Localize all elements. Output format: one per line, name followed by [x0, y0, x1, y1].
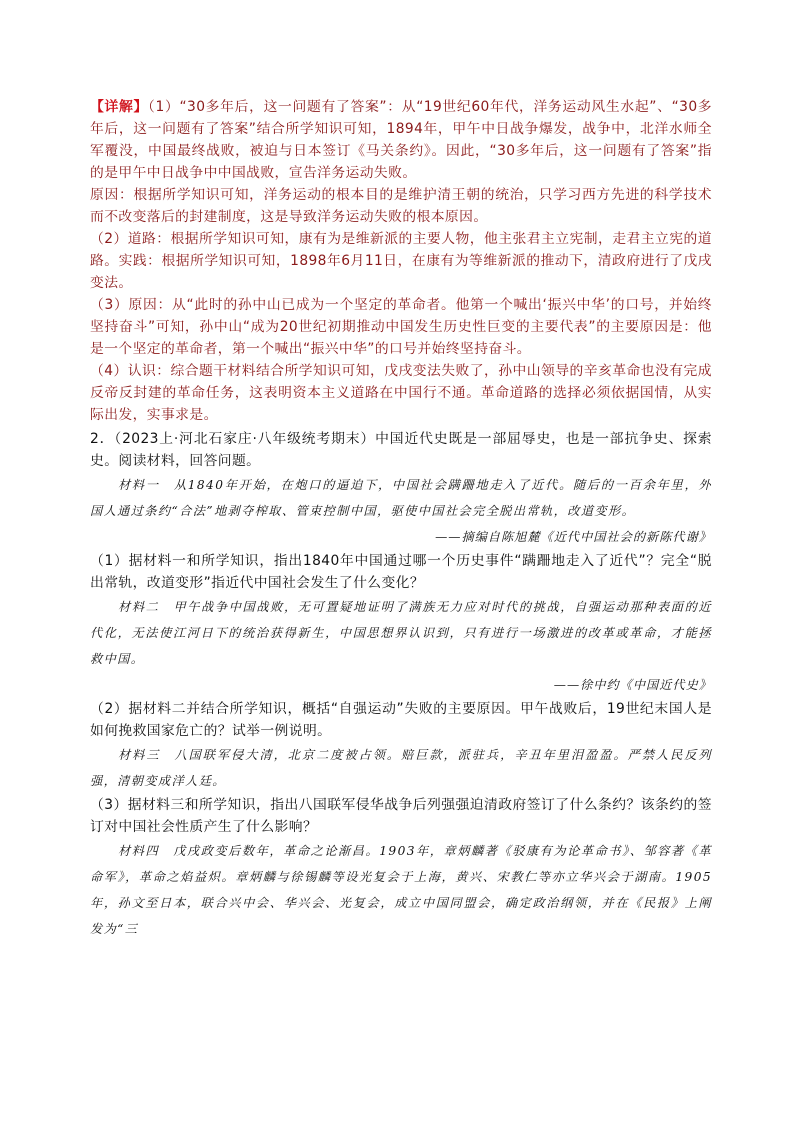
- material-4-text: 戊戌政变后数年，革命之论渐昌。1903年，章炳麟著《驳康有为论革命书》、邹容著《革命军》，革命之焰益炽。章炳麟与徐锡麟等设光复会于上海，黄兴、宋教仁等亦立华兴会于湖南。1905年，孙文至日本，联合兴中会、华兴会、光复会，成立中国同盟会，确定政治纲领，并在《民报》上阐发为“三: [90, 844, 712, 936]
- answer-paragraph-2: 原因：根据所学知识可知，洋务运动的根本目的是维护清王朝的统治，只学习西方先进的科学技术而不改变落后的封建制度，这是导致洋务运动失败的根本原因。: [90, 187, 712, 225]
- answer-paragraph-4: （3）原因：从“此时的孙中山已成为一个坚定的革命者。他第一个喊出‘振兴中华’的口号，并始终坚持奋斗”可知，孙中山“成为20世纪初期推动中国发生历史性巨变的主要代表”的主要原因是：他是一个坚定的革命者，第一个喊出“振兴中华”的口号并始终坚持奋斗。: [90, 297, 712, 357]
- material-1: [90, 472, 712, 524]
- material-1-label: 材料一: [118, 478, 160, 492]
- material-1-source: ——摘编自陈旭麓《近代中国社会的新陈代谢》: [435, 530, 712, 544]
- material-3-label: 材料三: [118, 748, 161, 762]
- material-2: [90, 594, 712, 672]
- material-2-label: 材料二: [118, 600, 160, 614]
- page-content: [90, 96, 712, 942]
- detail-tag: 【详解】: [90, 99, 148, 115]
- answer-paragraph-1: [90, 96, 712, 184]
- question-2: [90, 428, 712, 942]
- sub-question-1: （1）据材料一和所学知识，指出1840年中国通过哪一个历史事件“蹒跚地走入了近代”？完全“脱出常轨，改道变形”指近代中国社会发生了什么变化？: [90, 553, 712, 591]
- material-2-source: ——徐中约《中国近代史》: [553, 678, 712, 692]
- material-4-label: 材料四: [118, 844, 160, 858]
- answer-paragraph-3: （2）道路：根据所学知识可知，康有为是维新派的主要人物，他主张君主立宪制，走君主立宪的道路。实践：根据所学知识可知，1898年6月11日，在康有为等维新派的推动下，清政府进行了戊戌变法。: [90, 231, 712, 291]
- sub-question-3: （3）据材料三和所学知识，指出八国联军侵华战争后列强强迫清政府签订了什么条约？该条约的签订对中国社会性质产生了什么影响？: [90, 797, 712, 835]
- material-3: [90, 742, 712, 794]
- question-intro: 2．（2023上·河北石家庄·八年级统考期末）中国近代史既是一部屈辱史，也是一部抗争史、探索史。阅读材料，回答问题。: [90, 431, 712, 469]
- material-1-text: 从1840年开始，在炮口的逼迫下，中国社会蹒跚地走入了近代。随后的一百余年里，外国人通过条约“合法”地剥夺榨取、管束控制中国，驱使中国社会完全脱出常轨，改道变形。: [90, 478, 713, 518]
- answer-explanation: [90, 96, 712, 426]
- material-3-text: 八国联军侵大清，北京二度被占领。赔巨款，派驻兵，辛丑年里泪盈盈。严禁人民反列强，清朝变成洋人廷。: [90, 748, 712, 788]
- answer-paragraph-5: （4）认识：综合题干材料结合所学知识可知，戊戌变法失败了，孙中山领导的辛亥革命也没有完成反帝反封建的革命任务，这表明资本主义道路在中国行不通。革命道路的选择必须依据国情，从实际出发，实事求是。: [90, 363, 712, 423]
- material-4: [90, 838, 712, 942]
- material-2-text: 甲午战争中国战败，无可置疑地证明了满族无力应对时代的挑战，自强运动那种表面的近代化，无法使江河日下的统治获得新生，中国思想界认识到，只有进行一场激进的改革或革命，才能拯救中国。: [90, 600, 712, 666]
- sub-question-2: （2）据材料二并结合所学知识，概括“自强运动”失败的主要原因。甲午战败后，19世纪末国人是如何挽救国家危亡的？试举一例说明。: [90, 701, 712, 739]
- answer-text-1: （1）“30多年后，这一问题有了答案”：从“19世纪60年代，洋务运动风生水起”、“30多年后，这一问题有了答案”结合所学知识可知，1894年，甲午中日战争爆发，战争中，北洋水师全军覆没，中国最终战败，被迫与日本签订《马关条约》。因此，“30多年后，这一问题有了答案”指的是甲午中日战争中中国战败，宣告洋务运动失败。: [90, 99, 712, 181]
